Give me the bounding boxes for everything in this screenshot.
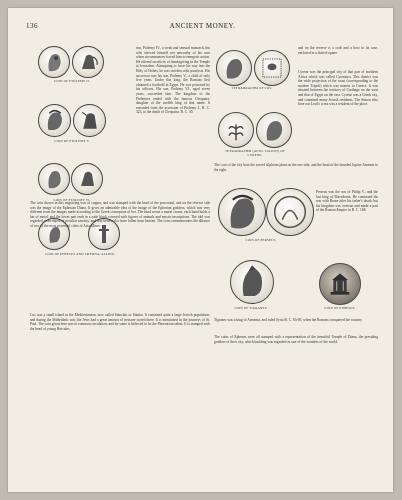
- coin-cyrene-reverse: [256, 112, 292, 148]
- coin-ptolemy-v-reverse: [73, 104, 106, 137]
- caption-tigranes: COIN OF TIGRANES.: [234, 306, 268, 310]
- caption-ephesus-smyrna: COIN OF EPHESUS AND SMYRNA, ALLIED.: [45, 252, 115, 256]
- book-page: [8, 8, 393, 492]
- caption-ptolemy-v: COIN OF PTOLEMY V.: [54, 139, 90, 143]
- text-tigranes: Tigranes was a king of Armenia, and ruled Syria B. C. 83-69, when the Romans conquered the country.: [214, 318, 363, 322]
- caption-ptolemy-ii: COIN OF PTOLEMY II.: [54, 79, 90, 83]
- coin-ephesus: [319, 263, 361, 305]
- text-cyrene: Cyrene was the principal city of that part of northern Africa which was called Cyrenaica. This district was the wide projection of the coast (corresponding to the modern Tripoli) which was nearest to Greece. It was situated between the territory of Carthage on the west and that of Egypt on the east. Cyrene was a Greek city, and contained many Jewish residents. The Simon who bore our Lord's cross was a resident of the place.: [298, 70, 378, 107]
- text-cos: Cos was a small island in the Mediterranean, now called Stanchio or Stanko. It contained quite a large Jewish population, and during the Mithridatic war, the Jews had a great amount of treasure stored there. It is mentioned in the journeys of St. Paul. The coin given here was in common circulation, and by some is believed to be the Phoenician talent. It is stamped with the head of young Hercules,: [30, 313, 210, 331]
- text-cyrene-coin: The coin of the city bore the sacred silphium plant on the one side, and the head of the bearded Jupiter Ammon to the right.: [214, 163, 378, 172]
- text-ptolemy-dynasty: nus, Ptolemy IV., a weak and sensual monarch, but who showed himself not unworthy of his race when circumstances forced him to energetic action. He offered sacrifices of thanksgiving in the Temple at Jerusalem. Attempting to force his way into the Holy of Holies, he was stricken with paralysis. His successor was his son, Ptolemy V., a child of only five years. Under this king, the Romans first obtained a foothold in Egypt. He was poisoned by his officers. His son, Ptolemy VI., aged seven years, succeeded him. The kingdom of the Ptolemies ended with the famous Cleopatra, daughter of the twelfth king of that name. It extended from the accession of Ptolemy I., B. C. 323, to the death of Cleopatra, B. C. 30.: [136, 46, 210, 115]
- coin-tigranes: [230, 260, 274, 304]
- text-cos-reverse: and on the reverse is a crab and a bow in its case, enclosed in a dotted square.: [298, 46, 378, 55]
- page-header: [26, 22, 379, 32]
- coin-ptolemy-ii-obverse: [38, 46, 70, 78]
- page-title: ANCIENT MONEY.: [169, 22, 236, 30]
- text-ephesian-diana: The coin shown in this engraving was of copper, and was stamped with the head of the proconsul, and on the reverse side was the image of the Ephesian Diana. It gives an admirable idea of the image of the Ephesian goddess, which was very different from the images made according to the Greek conception of her. The head wears a mural crown, each hand holds a bar of metal, and the lower part ends in a rude block covered with figures of animals and mystic inscriptions. The idol was regarded as an object of peculiar sanctity, and was believed to have fallen from heaven. The coin commemorates the alliance of two of the most powerful cities of Asia Minor.: [30, 201, 210, 228]
- coin-perseus-obverse: [218, 188, 266, 236]
- coin-perseus-reverse: [266, 188, 314, 236]
- caption-ptolemy-vi: COIN OF PTOLEMY VI.: [53, 198, 91, 202]
- page-number: 136: [26, 22, 38, 30]
- coin-ptolemy-vi-obverse: [38, 163, 70, 195]
- coin-ptolemy-vi-reverse: [71, 163, 103, 195]
- caption-tetradrachm-cos: TETRADRACHM OF COS.: [231, 86, 273, 90]
- coin-ptolemy-v-obverse: [38, 104, 71, 137]
- coin-cyrene-obverse: [218, 112, 254, 148]
- coin-cos-obverse: [216, 50, 252, 86]
- caption-tetradrachm-cyrene: TETRADRACHM (ATTIC TALENT) OF CYRENE.: [225, 149, 285, 157]
- caption-ephesus: COIN OF EPHESUS.: [324, 306, 356, 310]
- caption-perseus: COIN OF PERSEUS.: [245, 238, 277, 242]
- text-perseus: Perseus was the son of Philip V., and the last king of Macedonia. He continued the war with Rome after his father's death, but his kingdom was overrun and made a part of the Roman Empire in B. C. 168.: [316, 190, 378, 213]
- coin-cos-reverse: [254, 50, 290, 86]
- text-ephesus-temple: The coins of Ephesus were all stamped with a representation of the beautiful Temple of Diana, the presiding goddess of their city, which building was regarded as one of the wonders of the world.: [214, 335, 378, 344]
- coin-ptolemy-ii-reverse: [72, 46, 104, 78]
